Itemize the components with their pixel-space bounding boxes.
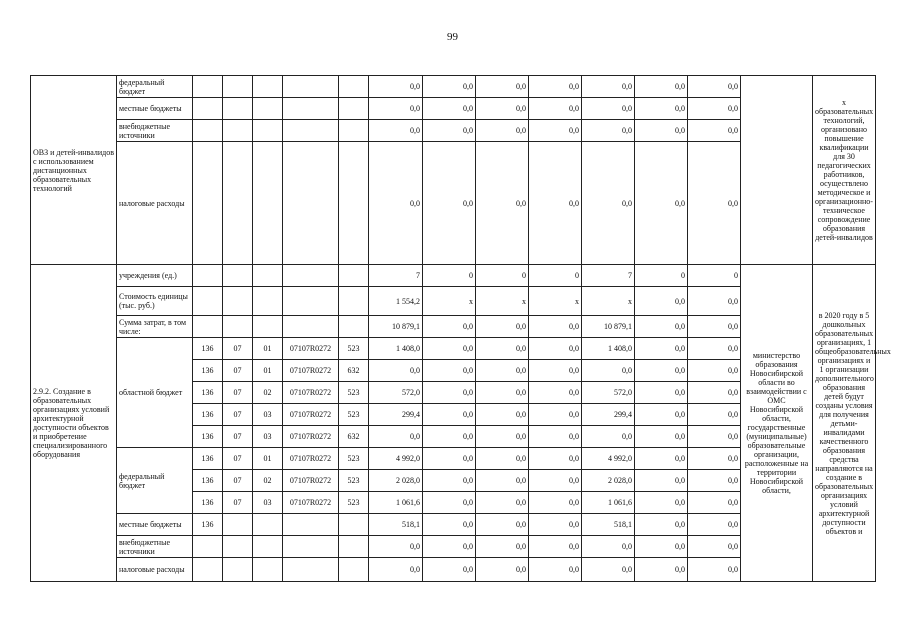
code-cell — [223, 514, 253, 536]
local-row-value-1: 0,0 — [423, 514, 476, 536]
section1-row-3-value-6: 0,0 — [688, 142, 741, 265]
regional-row-1-value-2: 0,0 — [476, 360, 529, 382]
regional-row-2-value-5: 0,0 — [635, 382, 688, 404]
federal-row-1-value-4: 2 028,0 — [582, 470, 635, 492]
grbs-code: 136 — [193, 448, 223, 470]
regional-row-0-value-4: 1 408,0 — [582, 338, 635, 360]
pr-code: 01 — [253, 338, 283, 360]
code-cell — [223, 142, 253, 265]
code-cell — [339, 98, 369, 120]
regional-row-3-value-5: 0,0 — [635, 404, 688, 426]
csr-code: 07107R0272 — [283, 360, 339, 382]
code-cell — [253, 265, 283, 287]
offbudget-row-value-4: 0,0 — [582, 536, 635, 558]
units-row-value-3: 0 — [529, 265, 582, 287]
federal-row-1-value-6: 0,0 — [688, 470, 741, 492]
vr-code: 523 — [339, 448, 369, 470]
rz-code: 07 — [223, 426, 253, 448]
section1-row-1-value-0: 0,0 — [369, 98, 423, 120]
code-cell — [223, 76, 253, 98]
section2-ministry: министерство образования Новосибирской области во взаимодействии с ОМС Новосибирской области, государственные (муниципальные) образовательные организации, расположенные на территории Новосибирской области, — [741, 265, 813, 582]
local-row-value-2: 0,0 — [476, 514, 529, 536]
regional-row-1-value-6: 0,0 — [688, 360, 741, 382]
tax-label: налоговые расходы — [117, 558, 193, 582]
vr-code: 523 — [339, 404, 369, 426]
cost-label: Стоимость единицы (тыс. руб.) — [117, 287, 193, 316]
code-cell — [339, 316, 369, 338]
csr-code: 07107R0272 — [283, 492, 339, 514]
regional-row-3-value-3: 0,0 — [529, 404, 582, 426]
regional-row-3-value-1: 0,0 — [423, 404, 476, 426]
section1-row-0-value-1: 0,0 — [423, 76, 476, 98]
regional-row-4-value-2: 0,0 — [476, 426, 529, 448]
code-cell — [253, 142, 283, 265]
federal-row-1-value-3: 0,0 — [529, 470, 582, 492]
code-cell — [193, 76, 223, 98]
local-label: местные бюджеты — [117, 514, 193, 536]
pr-code: 02 — [253, 470, 283, 492]
table-row — [31, 265, 876, 287]
section1-row-2-value-2: 0,0 — [476, 120, 529, 142]
code-cell — [193, 558, 223, 582]
total-row-value-1: 0,0 — [423, 316, 476, 338]
section1-row-3-value-5: 0,0 — [635, 142, 688, 265]
code-cell — [253, 287, 283, 316]
pr-code: 01 — [253, 448, 283, 470]
code-cell — [253, 536, 283, 558]
federal-row-0-value-1: 0,0 — [423, 448, 476, 470]
regional-row-1-value-4: 0,0 — [582, 360, 635, 382]
code-cell — [193, 265, 223, 287]
units-row-value-4: 7 — [582, 265, 635, 287]
code-cell — [253, 316, 283, 338]
funding-source-label: местные бюджеты — [117, 98, 193, 120]
federal-row-0-value-2: 0,0 — [476, 448, 529, 470]
regional-row-0-value-1: 0,0 — [423, 338, 476, 360]
code-cell — [283, 120, 339, 142]
tax-row-value-3: 0,0 — [529, 558, 582, 582]
code-cell — [339, 76, 369, 98]
pr-code: 02 — [253, 382, 283, 404]
local-row-value-4: 518,1 — [582, 514, 635, 536]
code-cell — [193, 287, 223, 316]
grbs-code: 136 — [193, 492, 223, 514]
section2-name: 2.9.2. Создание в образовательных организациях условий архитектурной доступности объектов и приобретение специализированного оборудования — [31, 265, 117, 582]
federal-row-0-label: федеральный бюджет — [117, 448, 193, 514]
federal-row-1-value-0: 2 028,0 — [369, 470, 423, 492]
regional-row-1-value-0: 0,0 — [369, 360, 423, 382]
vr-code: 523 — [339, 338, 369, 360]
code-cell — [223, 287, 253, 316]
regional-row-2-value-1: 0,0 — [423, 382, 476, 404]
section1-row-2-value-3: 0,0 — [529, 120, 582, 142]
federal-row-0-value-4: 4 992,0 — [582, 448, 635, 470]
pr-code: 01 — [253, 360, 283, 382]
csr-code: 07107R0272 — [283, 470, 339, 492]
grbs-code: 136 — [193, 470, 223, 492]
rz-code: 07 — [223, 382, 253, 404]
code-cell — [193, 316, 223, 338]
funding-source-label: внебюджетные источники — [117, 120, 193, 142]
tax-row-value-6: 0,0 — [688, 558, 741, 582]
grbs-code: 136 — [193, 426, 223, 448]
units-row-value-5: 0 — [635, 265, 688, 287]
cost-row-value-4: х — [582, 287, 635, 316]
section1-row-0-value-5: 0,0 — [635, 76, 688, 98]
section1-row-0-value-2: 0,0 — [476, 76, 529, 98]
units-row-value-2: 0 — [476, 265, 529, 287]
units-row-value-1: 0 — [423, 265, 476, 287]
local-row-value-6: 0,0 — [688, 514, 741, 536]
section2-result: в 2020 году в 5 дошкольных образовательных организациях, 1 общеобразовательных организациях и 1 организации дополнительного образования детей будут созданы условия для получения детьми-инвалидами качественного образования средства направляются на создание в образовательных организациях условий архитектурной доступности объектов и — [813, 265, 876, 582]
grbs-code: 136 — [193, 514, 223, 536]
section1-row-1-value-2: 0,0 — [476, 98, 529, 120]
section1-row-3-value-4: 0,0 — [582, 142, 635, 265]
tax-row-value-5: 0,0 — [635, 558, 688, 582]
regional-row-3-value-6: 0,0 — [688, 404, 741, 426]
section1-row-1-value-4: 0,0 — [582, 98, 635, 120]
section1-row-0-value-4: 0,0 — [582, 76, 635, 98]
code-cell — [283, 536, 339, 558]
section1-row-0-value-3: 0,0 — [529, 76, 582, 98]
regional-row-3-value-4: 299,4 — [582, 404, 635, 426]
federal-row-2-value-0: 1 061,6 — [369, 492, 423, 514]
offbudget-label: внебюджетные источники — [117, 536, 193, 558]
federal-row-1-value-1: 0,0 — [423, 470, 476, 492]
rz-code: 07 — [223, 492, 253, 514]
offbudget-row-value-0: 0,0 — [369, 536, 423, 558]
regional-row-3-value-2: 0,0 — [476, 404, 529, 426]
rz-code: 07 — [223, 338, 253, 360]
federal-row-1-value-2: 0,0 — [476, 470, 529, 492]
offbudget-row-value-6: 0,0 — [688, 536, 741, 558]
code-cell — [339, 536, 369, 558]
regional-row-1-value-1: 0,0 — [423, 360, 476, 382]
regional-row-1-value-5: 0,0 — [635, 360, 688, 382]
cost-row-value-2: х — [476, 287, 529, 316]
regional-row-4-value-4: 0,0 — [582, 426, 635, 448]
section1-row-1-value-6: 0,0 — [688, 98, 741, 120]
budget-table — [30, 75, 891, 582]
table-row — [31, 76, 876, 98]
code-cell — [223, 536, 253, 558]
federal-row-0-value-6: 0,0 — [688, 448, 741, 470]
section1-result: х образовательных технологий, организовано повышение квалификации для 30 педагогических работников, осуществлено методическое и организационно- техническое сопровождение образования детей-инвалидов — [813, 76, 876, 265]
section1-row-2-value-5: 0,0 — [635, 120, 688, 142]
federal-row-2-value-5: 0,0 — [635, 492, 688, 514]
pr-code: 03 — [253, 492, 283, 514]
code-cell — [339, 265, 369, 287]
section1-row-3-value-1: 0,0 — [423, 142, 476, 265]
code-cell — [253, 120, 283, 142]
code-cell — [253, 558, 283, 582]
offbudget-row-value-3: 0,0 — [529, 536, 582, 558]
federal-row-2-value-6: 0,0 — [688, 492, 741, 514]
csr-code: 07107R0272 — [283, 338, 339, 360]
csr-code: 07107R0272 — [283, 448, 339, 470]
vr-code: 523 — [339, 382, 369, 404]
code-cell — [223, 265, 253, 287]
code-cell — [283, 316, 339, 338]
regional-row-4-value-1: 0,0 — [423, 426, 476, 448]
vr-code: 523 — [339, 470, 369, 492]
regional-row-0-label: областной бюджет — [117, 338, 193, 448]
pr-code: 03 — [253, 404, 283, 426]
grbs-code: 136 — [193, 382, 223, 404]
csr-code: 07107R0272 — [283, 404, 339, 426]
local-row-value-5: 0,0 — [635, 514, 688, 536]
units-row-value-6: 0 — [688, 265, 741, 287]
code-cell — [283, 558, 339, 582]
regional-row-4-value-3: 0,0 — [529, 426, 582, 448]
section1-row-0-value-0: 0,0 — [369, 76, 423, 98]
rz-code: 07 — [223, 448, 253, 470]
vr-code: 632 — [339, 426, 369, 448]
total-row-value-3: 0,0 — [529, 316, 582, 338]
section1-name: ОВЗ и детей-инвалидов с использованием дистанционных образовательных технологий — [31, 76, 117, 265]
federal-row-2-value-1: 0,0 — [423, 492, 476, 514]
rz-code: 07 — [223, 360, 253, 382]
regional-row-0-value-2: 0,0 — [476, 338, 529, 360]
section1-row-2-value-4: 0,0 — [582, 120, 635, 142]
cost-row-value-1: х — [423, 287, 476, 316]
regional-row-2-value-3: 0,0 — [529, 382, 582, 404]
vr-code: 632 — [339, 360, 369, 382]
tax-row-value-0: 0,0 — [369, 558, 423, 582]
section1-row-1-value-3: 0,0 — [529, 98, 582, 120]
local-row-value-0: 518,1 — [369, 514, 423, 536]
regional-row-2-value-4: 572,0 — [582, 382, 635, 404]
section1-row-3-value-0: 0,0 — [369, 142, 423, 265]
federal-row-1-value-5: 0,0 — [635, 470, 688, 492]
code-cell — [339, 120, 369, 142]
code-cell — [339, 558, 369, 582]
code-cell — [283, 98, 339, 120]
page-number: 99 — [447, 31, 458, 43]
regional-row-2-value-6: 0,0 — [688, 382, 741, 404]
section1-row-3-value-2: 0,0 — [476, 142, 529, 265]
csr-code: 07107R0272 — [283, 382, 339, 404]
vr-code: 523 — [339, 492, 369, 514]
section1-row-2-value-1: 0,0 — [423, 120, 476, 142]
code-cell — [339, 142, 369, 265]
regional-row-4-value-5: 0,0 — [635, 426, 688, 448]
total-row-value-2: 0,0 — [476, 316, 529, 338]
offbudget-row-value-1: 0,0 — [423, 536, 476, 558]
section1-row-0-value-6: 0,0 — [688, 76, 741, 98]
units-label: учреждения (ед.) — [117, 265, 193, 287]
csr-code: 07107R0272 — [283, 426, 339, 448]
regional-row-0-value-6: 0,0 — [688, 338, 741, 360]
code-cell — [253, 76, 283, 98]
cost-row-value-0: 1 554,2 — [369, 287, 423, 316]
code-cell — [223, 120, 253, 142]
total-row-value-5: 0,0 — [635, 316, 688, 338]
tax-row-value-2: 0,0 — [476, 558, 529, 582]
code-cell — [193, 142, 223, 265]
regional-row-3-value-0: 299,4 — [369, 404, 423, 426]
rz-code: 07 — [223, 404, 253, 426]
code-cell — [223, 98, 253, 120]
local-row-value-3: 0,0 — [529, 514, 582, 536]
regional-row-2-value-2: 0,0 — [476, 382, 529, 404]
offbudget-row-value-2: 0,0 — [476, 536, 529, 558]
offbudget-row-value-5: 0,0 — [635, 536, 688, 558]
regional-row-0-value-0: 1 408,0 — [369, 338, 423, 360]
tax-row-value-4: 0,0 — [582, 558, 635, 582]
section1-row-2-value-6: 0,0 — [688, 120, 741, 142]
code-cell — [283, 265, 339, 287]
regional-row-0-value-5: 0,0 — [635, 338, 688, 360]
federal-row-0-value-3: 0,0 — [529, 448, 582, 470]
code-cell — [223, 558, 253, 582]
code-cell — [193, 536, 223, 558]
section1-ministry — [741, 76, 813, 265]
section1-row-2-value-0: 0,0 — [369, 120, 423, 142]
funding-source-label: налоговые расходы — [117, 142, 193, 265]
pr-code: 03 — [253, 426, 283, 448]
code-cell — [283, 76, 339, 98]
total-label: Сумма затрат, в том числе: — [117, 316, 193, 338]
regional-row-1-value-3: 0,0 — [529, 360, 582, 382]
cost-row-value-6: 0,0 — [688, 287, 741, 316]
funding-source-label: федеральный бюджет — [117, 76, 193, 98]
grbs-code: 136 — [193, 360, 223, 382]
code-cell — [283, 287, 339, 316]
code-cell — [253, 98, 283, 120]
grbs-code: 136 — [193, 338, 223, 360]
section1-row-1-value-5: 0,0 — [635, 98, 688, 120]
section1-row-1-value-1: 0,0 — [423, 98, 476, 120]
code-cell — [283, 514, 339, 536]
total-row-value-6: 0,0 — [688, 316, 741, 338]
federal-row-2-value-4: 1 061,6 — [582, 492, 635, 514]
total-row-value-0: 10 879,1 — [369, 316, 423, 338]
code-cell — [193, 120, 223, 142]
grbs-code: 136 — [193, 404, 223, 426]
regional-row-0-value-3: 0,0 — [529, 338, 582, 360]
code-cell — [223, 316, 253, 338]
regional-row-2-value-0: 572,0 — [369, 382, 423, 404]
cost-row-value-5: 0,0 — [635, 287, 688, 316]
total-row-value-4: 10 879,1 — [582, 316, 635, 338]
tax-row-value-1: 0,0 — [423, 558, 476, 582]
code-cell — [283, 142, 339, 265]
federal-row-0-value-0: 4 992,0 — [369, 448, 423, 470]
code-cell — [339, 287, 369, 316]
federal-row-2-value-3: 0,0 — [529, 492, 582, 514]
budget-table-body — [31, 76, 891, 582]
code-cell — [193, 98, 223, 120]
units-row-value-0: 7 — [369, 265, 423, 287]
cost-row-value-3: х — [529, 287, 582, 316]
section1-row-3-value-3: 0,0 — [529, 142, 582, 265]
rz-code: 07 — [223, 470, 253, 492]
code-cell — [339, 514, 369, 536]
federal-row-2-value-2: 0,0 — [476, 492, 529, 514]
code-cell — [253, 514, 283, 536]
federal-row-0-value-5: 0,0 — [635, 448, 688, 470]
regional-row-4-value-0: 0,0 — [369, 426, 423, 448]
regional-row-4-value-6: 0,0 — [688, 426, 741, 448]
